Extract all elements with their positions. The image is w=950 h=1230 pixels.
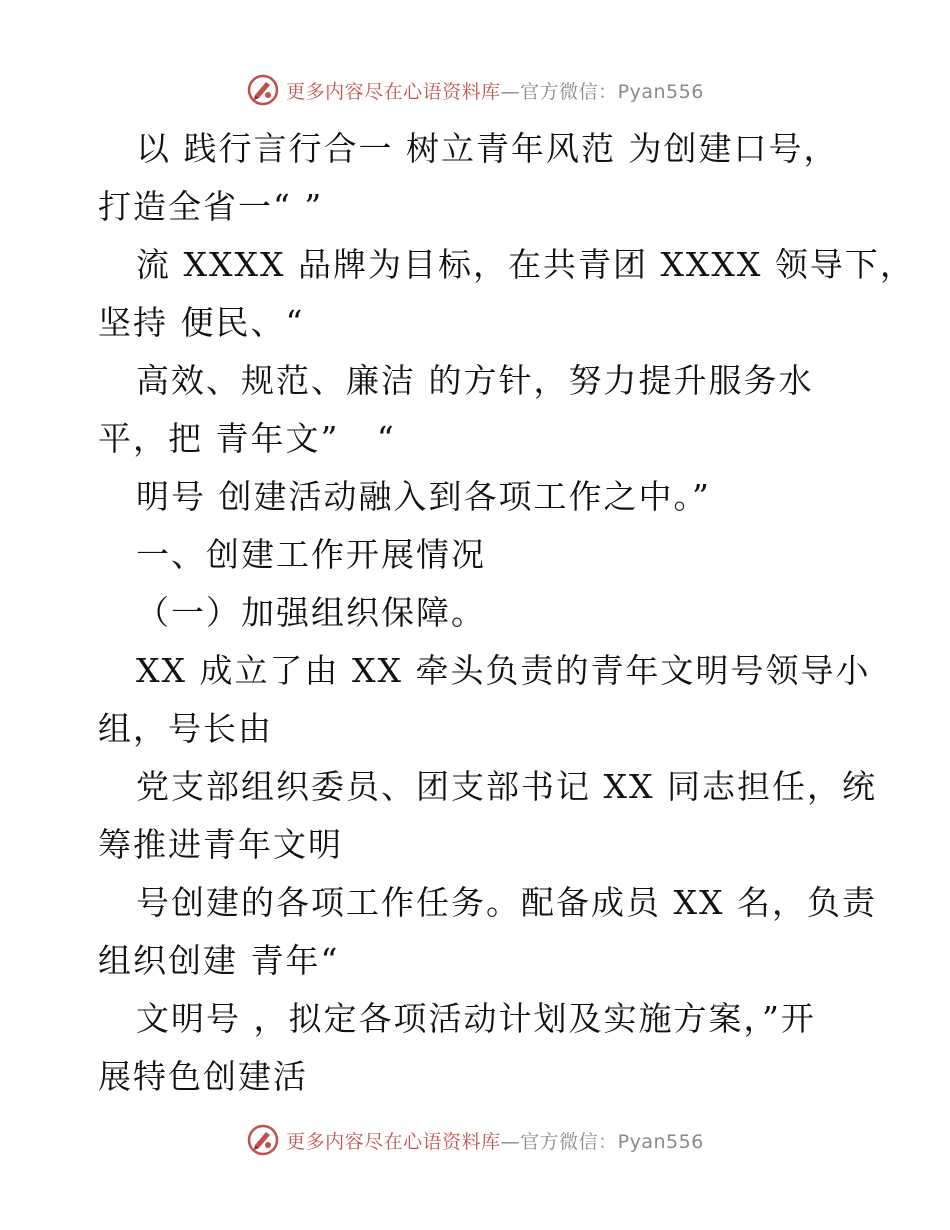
banner-main-text: 更多内容尽在心语资料库 (286, 80, 501, 103)
text-line: 号创建的各项工作任务。配备成员 XX 名，负责 (136, 883, 877, 922)
text-line: 明号 创建活动融入到各项工作之中。” (136, 477, 711, 516)
document-body (98, 120, 915, 1106)
text-line: XX 成立了由 XX 牵头负责的青年文明号领导小 (136, 651, 871, 690)
banner-official-text: —官方微信：Pyan556 (500, 80, 704, 103)
text-line: （一）加强组织保障。 (136, 593, 486, 632)
book-pen-logo-icon (246, 1123, 280, 1157)
text-line: 打造全省一“ ” (98, 187, 324, 226)
footer-banner (0, 1120, 950, 1160)
text-line: 筹推进青年文明 (98, 825, 343, 864)
book-pen-logo-icon (246, 73, 280, 107)
text-line: 坚持 便民、“ (98, 303, 305, 342)
text-line: 流 XXXX 品牌为目标，在共青团 XXXX 领导下， (136, 245, 915, 284)
banner-official-text: —官方微信：Pyan556 (500, 1130, 704, 1153)
text-line: 组织创建 青年“ (98, 941, 340, 980)
text-line: 高效、规范、廉洁 的方针，努力提升服务水 (136, 361, 814, 400)
text-line: 一、创建工作开展情况 (136, 535, 486, 574)
text-line: 组，号长由 (98, 709, 273, 748)
text-line: 党支部组织委员、团支部书记 XX 同志担任，统 (136, 767, 877, 806)
text-line: 文明号 ，拟定各项活动计划及实施方案，”开 (136, 999, 816, 1038)
text-line: 展特色创建活 (98, 1057, 308, 1096)
header-banner (0, 70, 950, 110)
text-line: 以 践行言行合一 树立青年风范 为创建口号， (136, 129, 839, 168)
text-line: 平，把 青年文” “ (98, 419, 396, 458)
banner-main-text: 更多内容尽在心语资料库 (286, 1130, 501, 1153)
